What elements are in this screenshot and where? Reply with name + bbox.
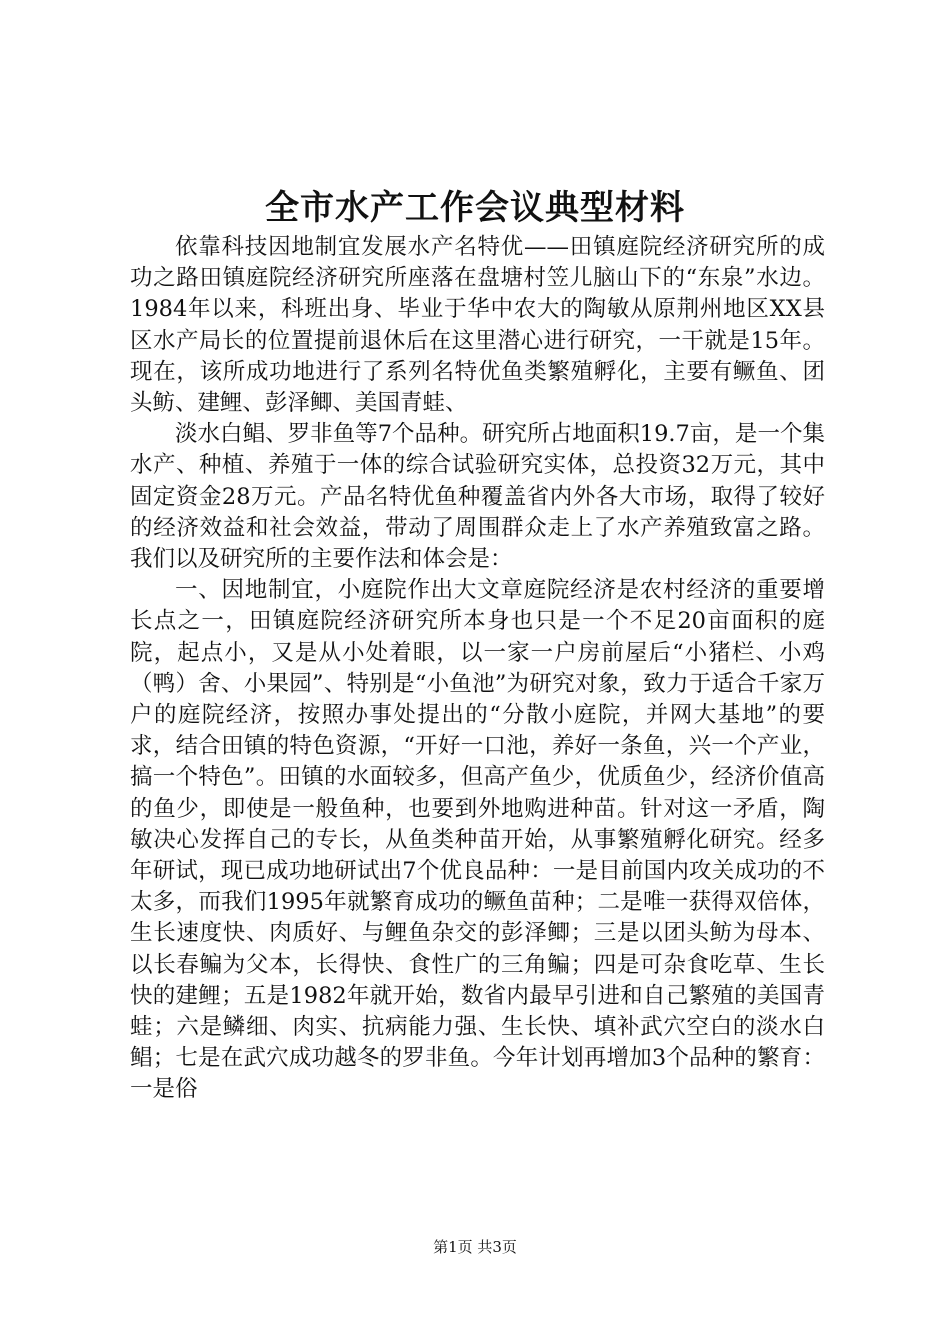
- document-body: [130, 232, 825, 1106]
- page-footer: 第1页 共3页: [433, 1238, 517, 1256]
- paragraph: 依靠科技因地制宜发展水产名特优——田镇庭院经济研究所的成功之路田镇庭院经济研究所座落在盘塘村笠儿脑山下的“东泉”水边。1984年以来，科班出身、毕业于华中农大的陶敏从原荆州地区XX县区水产局长的位置提前退休后在这里潜心进行研究，一干就是15年。现在，该所成功地进行了系列名特优鱼类繁殖孵化，主要有鳜鱼、团头鲂、建鲤、彭泽鲫、美国青蛙、: [130, 234, 825, 417]
- document-title: 全市水产工作会议典型材料: [265, 188, 685, 228]
- paragraph: 一、因地制宜，小庭院作出大文章庭院经济是农村经济的重要增长点之一，田镇庭院经济研究所本身也只是一个不足20亩面积的庭院，起点小，又是从小处着眼，以一家一户房前屋后“小猪栏、小鸡（鸭）舍、小果园”、特别是“小鱼池”为研究对象，致力于适合千家万户的庭院经济，按照办事处提出的“分散小庭院，并网大基地”的要求，结合田镇的特色资源，“开好一口池，养好一条鱼，兴一个产业，搞一个特色”。田镇的水面较多，但高产鱼少，优质鱼少，经济价值高的鱼少，即使是一般鱼种，也要到外地购进种苗。针对这一矛盾，陶敏决心发挥自己的专长，从鱼类种苗开始，从事繁殖孵化研究。经多年研试，现已成功地研试出7个优良品种：一是目前国内攻关成功的不太多，而我们1995年就繁育成功的鳜鱼苗种；二是唯一获得双倍体，生长速度快、肉质好、与鲤鱼杂交的彭泽鲫；三是以团头鲂为母本、以长春鳊为父本，长得快、食性广的三角鳊；四是可杂食吃草、生长快的建鲤；五是1982年就开始，数省内最早引进和自己繁殖的美国青蛙；六是鳞细、肉实、抗病能力强、生长快、填补武穴空白的淡水白鲳；七是在武穴成功越冬的罗非鱼。今年计划再增加3个品种的繁育：一是俗: [130, 577, 825, 1103]
- paragraph: 淡水白鲳、罗非鱼等7个品种。研究所占地面积19.7亩，是一个集水产、种植、养殖于一体的综合试验研究实体，总投资32万元，其中固定资金28万元。产品名特优鱼种覆盖省内外各大市场，取得了较好的经济效益和社会效益，带动了周围群众走上了水产养殖致富之路。我们以及研究所的主要作法和体会是：: [130, 421, 825, 573]
